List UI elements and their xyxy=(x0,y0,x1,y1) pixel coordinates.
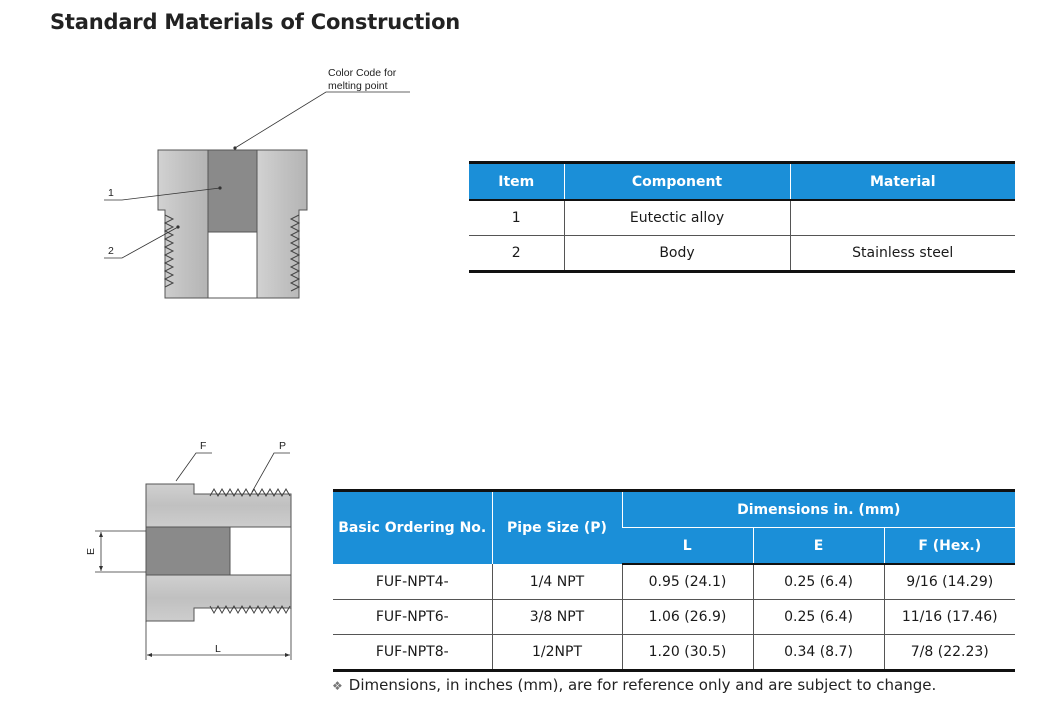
diamond-bullet-icon: ❖ xyxy=(332,679,343,693)
callout-color-code-line1: Color Code for xyxy=(328,67,397,79)
cell-component: Body xyxy=(564,236,790,272)
cell-item: 2 xyxy=(469,236,564,272)
side-bore xyxy=(230,527,291,575)
leader-f xyxy=(176,453,212,481)
cell-f-hex: 7/8 (22.23) xyxy=(884,635,1015,671)
callout-1: 1 xyxy=(108,187,114,199)
cell-component: Eutectic alloy xyxy=(564,200,790,236)
label-l: L xyxy=(215,643,221,655)
cell-pipe-size: 3/8 NPT xyxy=(492,600,622,635)
cell-pipe-size: 1/4 NPT xyxy=(492,564,622,600)
header-component: Component xyxy=(564,163,790,201)
dimensions-table xyxy=(333,489,1015,672)
table-row xyxy=(333,635,1015,671)
cell-l: 1.06 (26.9) xyxy=(622,600,753,635)
page-title: Standard Materials of Construction xyxy=(50,10,461,34)
cell-pipe-size: 1/2NPT xyxy=(492,635,622,671)
side-alloy xyxy=(146,527,230,575)
header-e: E xyxy=(753,528,884,565)
leader-p xyxy=(252,453,290,492)
cell-e: 0.25 (6.4) xyxy=(753,564,884,600)
cell-e: 0.25 (6.4) xyxy=(753,600,884,635)
cell-f-hex: 9/16 (14.29) xyxy=(884,564,1015,600)
table-row xyxy=(469,236,1015,272)
label-p: P xyxy=(279,440,287,452)
cell-item: 1 xyxy=(511,210,521,226)
fusible-plug-dimension-drawing xyxy=(0,0,330,700)
label-e: E xyxy=(85,547,97,555)
header-dimensions: Dimensions in. (mm) xyxy=(622,491,1015,528)
header-item: Item xyxy=(469,163,564,201)
cell-ordering-no: FUF-NPT4- xyxy=(375,573,449,590)
header-l: L xyxy=(622,528,753,565)
footnote-text: Dimensions, in inches (mm), are for reference only and are subject to change. xyxy=(348,676,937,694)
callout-2: 2 xyxy=(108,245,114,257)
table-row xyxy=(469,200,1015,236)
table-row xyxy=(333,600,1015,635)
materials-table xyxy=(469,161,1015,273)
cell-ordering-no: FUF-NPT6- xyxy=(333,600,492,635)
cell-material xyxy=(790,200,1015,236)
cell-material: Stainless steel xyxy=(790,236,1015,272)
cell-l: 1.20 (30.5) xyxy=(622,635,753,671)
header-material: Material xyxy=(790,163,1015,201)
cell-f-hex: 11/16 (17.46) xyxy=(884,600,1015,635)
callout-color-code-line2: melting point xyxy=(328,80,388,92)
cell-e: 0.34 (8.7) xyxy=(753,635,884,671)
header-ordering-no: Basic Ordering No. xyxy=(333,491,492,565)
header-pipe-size: Pipe Size (P) xyxy=(492,491,622,565)
label-f: F xyxy=(200,440,207,452)
footnote xyxy=(332,676,936,694)
side-body-bottom xyxy=(146,575,291,621)
header-f-hex: F (Hex.) xyxy=(884,528,1015,565)
cell-ordering-no: FUF-NPT8- xyxy=(333,635,492,671)
table-row xyxy=(333,564,1015,600)
cell-l: 0.95 (24.1) xyxy=(622,564,753,600)
